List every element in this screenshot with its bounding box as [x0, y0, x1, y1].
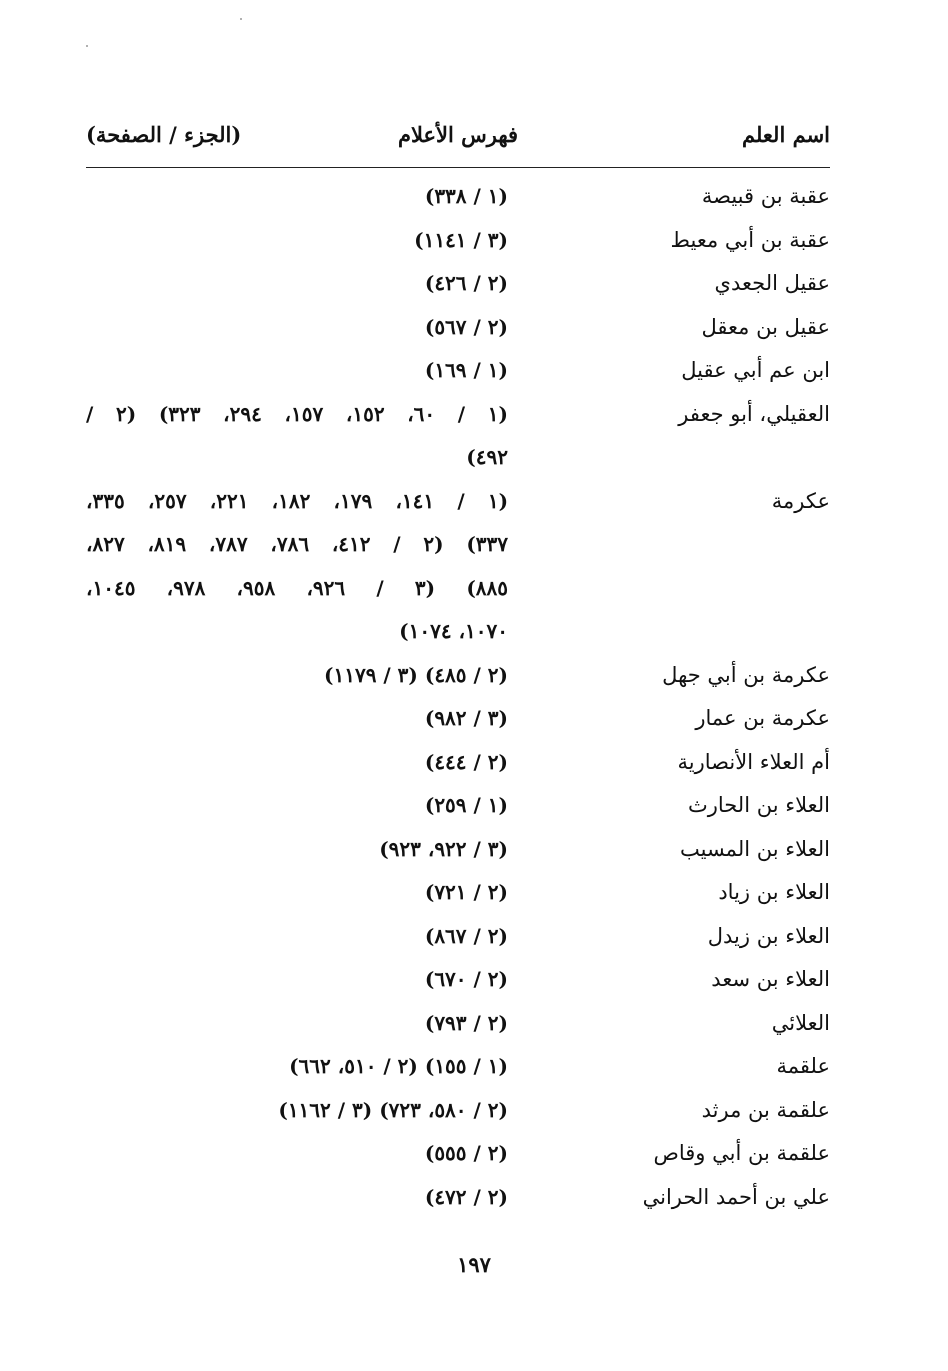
index-entry	[86, 874, 830, 918]
index-entry	[86, 831, 830, 875]
entry-name: عكرمة بن أبي جهل	[662, 662, 830, 687]
entry-references: (٢ / ٤٤٤)	[424, 749, 508, 774]
index-entry	[86, 526, 830, 570]
entry-name: عكرمة بن عمار	[695, 706, 830, 730]
index-entry	[86, 744, 830, 788]
entry-name: العلاء بن سعد	[711, 967, 830, 991]
index-entry	[86, 1048, 830, 1092]
index-entry	[86, 918, 830, 962]
entry-name: العلاء بن الحارث	[687, 793, 830, 817]
entry-references: ٣٣٧) (٢ / ٤١٢، ٧٨٦، ٧٨٧، ٨١٩، ٨٢٧،	[86, 532, 509, 556]
index-entry	[86, 309, 830, 353]
entry-references: (٢ / ٥٦٧)	[424, 314, 508, 339]
entry-name: علقمة	[776, 1054, 830, 1078]
index-entries	[86, 178, 830, 1222]
entry-name: العلاء بن زياد	[718, 880, 830, 904]
entry-references: (٢ / ٧٢١)	[424, 880, 508, 904]
entry-references: (٢ / ٧٩٣)	[424, 1010, 508, 1035]
index-entry	[86, 1135, 830, 1179]
index-entry	[86, 1092, 830, 1136]
index-entry	[86, 352, 830, 396]
entry-references: ٨٨٥) (٣ / ٩٢٦، ٩٥٨، ٩٧٨، ١٠٤٥،	[86, 575, 509, 600]
index-entry	[86, 265, 830, 309]
scan-speck	[86, 45, 88, 47]
entry-name: عقبة بن أبي معيط	[670, 227, 830, 252]
index-entry	[86, 396, 830, 440]
page-number: ١٩٧	[457, 1252, 491, 1277]
entry-name: علقمة بن أبي وقاص	[653, 1141, 830, 1165]
entry-references: ١٠٧٠، ١٠٧٤)	[399, 619, 508, 643]
index-entry	[86, 700, 830, 744]
index-title: فهرس الأعلام	[397, 122, 519, 147]
entry-references: (٢ / ٦٧٠)	[424, 967, 508, 991]
entry-references: (٣ / ٩٨٢)	[424, 706, 508, 730]
index-entry	[86, 570, 830, 614]
index-entry	[86, 1005, 830, 1049]
index-entry	[86, 178, 830, 222]
header-rule	[86, 167, 830, 168]
index-entry	[86, 787, 830, 831]
index-header	[86, 122, 830, 162]
entry-references: (٢ / ٨٦٧)	[424, 923, 508, 948]
entry-name: عقيل الجعدي	[714, 271, 830, 295]
entry-name: علقمة بن مرثد	[701, 1097, 830, 1122]
index-entry	[86, 439, 830, 483]
entry-references: (٢ / ٤٢٦)	[424, 271, 508, 295]
entry-references: (٢ / ٥٨٠، ٧٢٣) (٣ / ١١٦٢)	[278, 1097, 508, 1122]
entry-references: (٣ / ١١٤١)	[414, 227, 508, 252]
entry-references: (٣ / ٩٢٢، ٩٢٣)	[379, 836, 508, 861]
entry-name: العلائي	[771, 1010, 830, 1035]
entry-name: عقبة بن قبيصة	[701, 184, 830, 208]
entry-references: (١ / ١٥٥) (٢ / ٥١٠، ٦٦٢)	[289, 1054, 508, 1078]
scan-speck	[240, 18, 242, 20]
index-entry	[86, 613, 830, 657]
entry-references: (١ / ٣٣٨)	[424, 184, 508, 208]
entry-name: ابن عم أبي عقيل	[681, 358, 830, 382]
entry-name: العقيلي، أبو جعفر	[678, 401, 830, 426]
entry-references: (٢ / ٤٧٢)	[424, 1184, 508, 1209]
entry-references: (٢ / ٤٨٥) (٣ / ١١٧٩)	[324, 662, 508, 687]
index-entry	[86, 1179, 830, 1223]
entry-name: عقيل بن معقل	[701, 314, 830, 339]
entry-name: عكرمة	[771, 488, 830, 513]
column-header-volume-page: (الجزء / الصفحة)	[86, 122, 242, 147]
entry-name: العلاء بن زيدل	[707, 923, 830, 948]
index-entry	[86, 961, 830, 1005]
entry-name: علي بن أحمد الحراني	[642, 1184, 830, 1209]
entry-references: ٤٩٢)	[466, 445, 508, 469]
column-header-name: اسم العلم	[741, 122, 830, 147]
index-entry	[86, 483, 830, 527]
index-entry	[86, 657, 830, 701]
entry-name: أم العلاء الأنصارية	[677, 749, 830, 774]
entry-references: (١ / ١٦٩)	[424, 358, 508, 382]
entry-references: (٢ / ٥٥٥)	[424, 1141, 508, 1165]
entry-references: (١ / ٦٠، ١٥٢، ١٥٧، ٢٩٤، ٣٢٣) (٢ /	[86, 401, 508, 426]
index-entry	[86, 222, 830, 266]
entry-references: (١ / ٢٥٩)	[424, 793, 508, 817]
entry-references: (١ / ١٤١، ١٧٩، ١٨٢، ٢٢١، ٢٥٧، ٣٣٥،	[86, 488, 509, 513]
entry-name: العلاء بن المسيب	[679, 836, 830, 861]
